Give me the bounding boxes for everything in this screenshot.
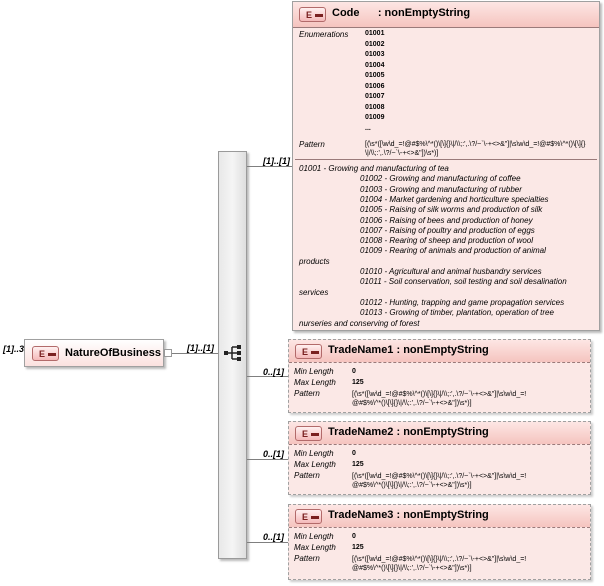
doc-line: 01008 - Rearing of sheep and production of wool bbox=[360, 236, 534, 246]
pattern-value-line2: @#$%\^*()\[\]{}\|/\\;:',.\?/~`\-+<>&"])\s*)] bbox=[352, 482, 472, 489]
doc-line: 01013 - Growing of timber, plantation, operation of tree bbox=[360, 308, 554, 318]
enumeration-value: 01003 bbox=[365, 51, 385, 58]
tradename2-element-box[interactable] bbox=[288, 421, 591, 495]
tradename2-cardinality: 0..[1] bbox=[263, 449, 285, 459]
tradename1-element-box[interactable] bbox=[288, 339, 591, 413]
doc-line: nurseries and conserving of forest bbox=[299, 318, 420, 328]
doc-line: 01002 - Growing and manufacturing of coffee bbox=[360, 174, 521, 184]
documentation-divider bbox=[295, 159, 597, 160]
pattern-value-line1: [(\s*([\w\d_=!@#$%\^*()\[\]{}\|/\\;:',.\?/~`\-+<>&"]|\s\w\d_=! bbox=[352, 391, 527, 398]
doc-line: 01010 - Agricultural and animal husbandry services bbox=[360, 267, 542, 276]
tradename1-title: TradeName1 : nonEmptyString bbox=[328, 344, 489, 356]
doc-line: 01005 - Raising of silk worms and production of silk bbox=[360, 205, 543, 215]
doc-line: 01011 - Soil conservation, soil testing and soil desalination bbox=[360, 277, 567, 287]
code-cardinality: [1]..[1] bbox=[263, 156, 290, 166]
doc-line: 01012 - Hunting, trapping and game propagation services bbox=[360, 297, 565, 307]
element-badge-icon: E bbox=[299, 7, 326, 22]
doc-line: 01001 - Growing and manufacturing of tea bbox=[299, 164, 449, 173]
enumeration-value: ... bbox=[365, 124, 371, 132]
enumeration-value: 01001 bbox=[365, 30, 385, 37]
root-link-cardinality: [1]..[1] bbox=[187, 343, 214, 353]
element-badge-icon: E bbox=[295, 509, 322, 524]
pattern-label: Pattern bbox=[294, 554, 320, 563]
enumeration-value: 01005 bbox=[365, 72, 385, 79]
code-connector-line bbox=[247, 166, 292, 167]
max-length-label: Max Length bbox=[294, 460, 336, 469]
pattern-label: Pattern bbox=[294, 389, 320, 398]
root-element-name: NatureOfBusiness bbox=[65, 347, 161, 359]
max-length-value: 125 bbox=[352, 461, 364, 468]
root-cardinality: [1]..3 bbox=[3, 344, 25, 354]
min-length-value: 0 bbox=[352, 533, 356, 540]
doc-line: services bbox=[299, 287, 329, 297]
code-element-box[interactable] bbox=[292, 1, 600, 331]
pattern-value-line2: @#$%\^*()\[\]{}\|/\\;:',.\?/~`\-+<>&"])\s*)] bbox=[352, 565, 472, 572]
element-badge-icon: E bbox=[32, 346, 59, 361]
pattern-label: Pattern bbox=[294, 471, 320, 480]
doc-line: products bbox=[299, 256, 330, 266]
max-length-value: 125 bbox=[352, 379, 364, 386]
tradename2-connector-line bbox=[247, 459, 288, 460]
root-connector-line bbox=[172, 353, 218, 354]
tradename3-connector-line bbox=[247, 542, 288, 543]
enumeration-value: 01008 bbox=[365, 103, 385, 111]
max-length-label: Max Length bbox=[294, 378, 336, 387]
enumeration-value: 01007 bbox=[365, 93, 385, 100]
doc-line: 01009 - Rearing of animals and production of animal bbox=[360, 246, 546, 256]
expand-toggle-icon[interactable] bbox=[164, 349, 172, 357]
code-element-title: Code : nonEmptyString bbox=[332, 7, 471, 19]
tradename1-cardinality: 0..[1] bbox=[263, 367, 285, 377]
enumerations-label: Enumerations bbox=[299, 30, 349, 39]
min-length-label: Min Length bbox=[294, 532, 334, 541]
element-badge-icon: E bbox=[295, 344, 322, 359]
doc-line: 01006 - Raising of bees and production of honey bbox=[360, 215, 533, 225]
tradename2-title: TradeName2 : nonEmptyString bbox=[328, 426, 489, 438]
enumeration-value: 01009 bbox=[365, 114, 385, 121]
root-element-box[interactable] bbox=[24, 339, 164, 367]
pattern-value-line1: [(\s*([\w\d_=!@#$%\^*()\[\]{}\|/\\;:',.\?/~`\-+<>&"]|\s\w\d_=! bbox=[352, 556, 527, 563]
doc-line: 01003 - Growing and manufacturing of rubber bbox=[360, 184, 522, 194]
doc-line: 01007 - Raising of poultry and production of eggs bbox=[360, 225, 535, 235]
element-badge-icon: E bbox=[295, 426, 322, 441]
tradename3-cardinality: 0..[1] bbox=[263, 532, 285, 542]
max-length-value: 125 bbox=[352, 544, 364, 551]
pattern-value-line2: @#$%\^*()\[\]{}\|/\\;:',.\?/~`\-+<>&"])\s*)] bbox=[352, 400, 472, 407]
min-length-value: 0 bbox=[352, 368, 356, 375]
doc-line: 01004 - Market gardening and horticulture specialties bbox=[360, 194, 549, 204]
min-length-value: 0 bbox=[352, 450, 356, 457]
pattern-label: Pattern bbox=[299, 140, 325, 149]
min-length-label: Min Length bbox=[294, 367, 334, 376]
pattern-value-line1: [(\s*([\w\d_=!@#$%\^*()\[\]{}\|/\\;:',.\?/~`\-+<>&"]|\s\w\d_=! bbox=[352, 473, 527, 480]
tradename3-element-box[interactable] bbox=[288, 504, 591, 580]
sequence-icon bbox=[224, 344, 242, 362]
enumeration-value: 01002 bbox=[365, 40, 385, 48]
enumeration-value: 01004 bbox=[365, 61, 385, 69]
max-length-label: Max Length bbox=[294, 543, 336, 552]
tradename3-title: TradeName3 : nonEmptyString bbox=[328, 509, 489, 521]
min-length-label: Min Length bbox=[294, 449, 334, 458]
pattern-value: [(\s*([\w\d_=!@#$%\^*()\[\]{}\|/\\;:',.\?/~`\-+<>&"]|\s\w\d_=!@#$%\^*()\[\]{}\|/\\;:',.\?/~`\-+<>&"])\s*)] bbox=[365, 141, 586, 157]
enumeration-value: 01006 bbox=[365, 82, 385, 90]
